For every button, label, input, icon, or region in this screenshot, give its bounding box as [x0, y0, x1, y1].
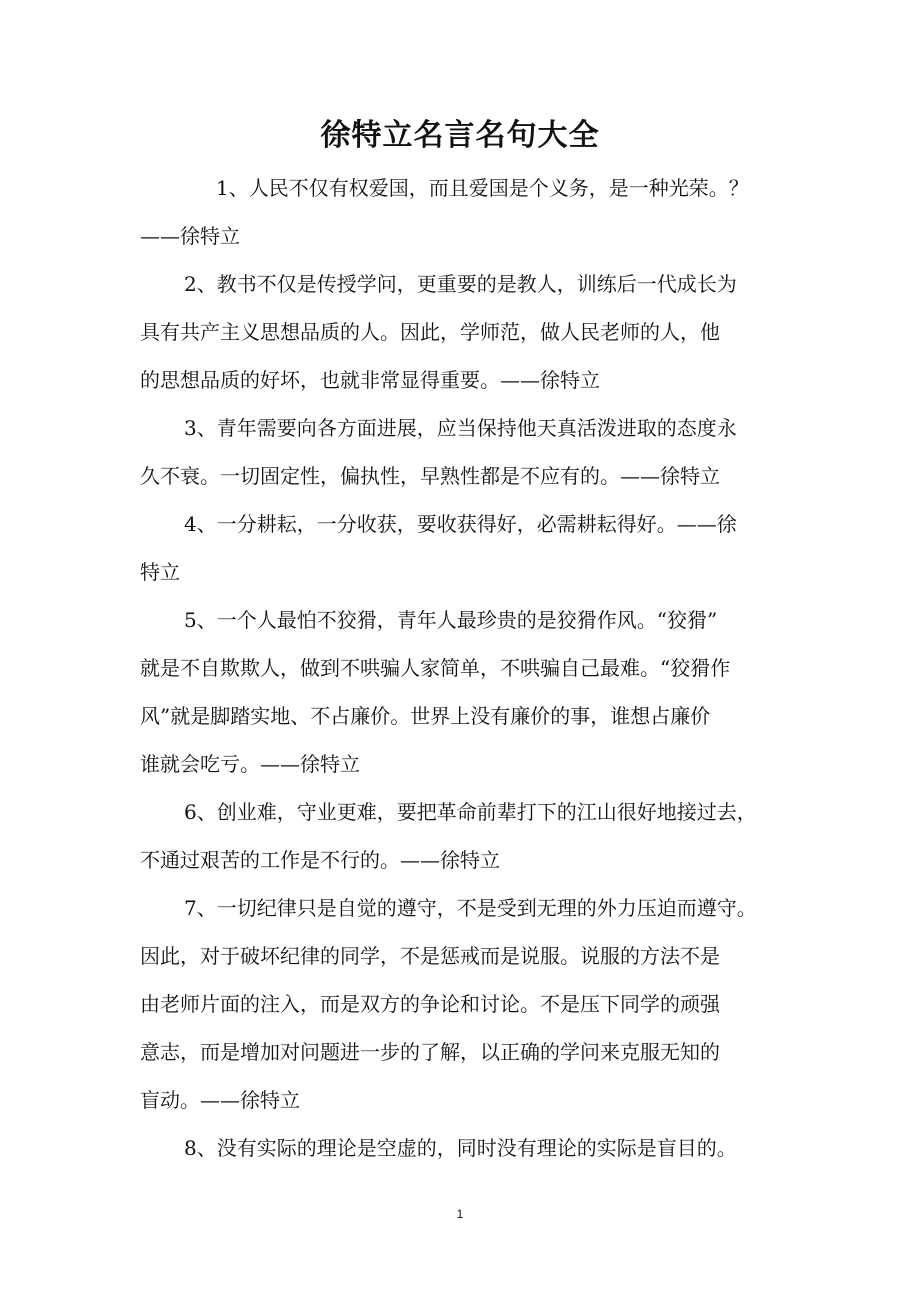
quote-5-line-3: 风”就是脚踏实地、不占廉价。世界上没有廉价的事，谁想占廉价	[140, 704, 711, 728]
quote-7-line-3: 由老师片面的注入，而是双方的争论和讨论。不是压下同学的顽强	[140, 992, 720, 1016]
page-number: 1	[456, 1207, 464, 1221]
quote-7-line-1: 7、一切纪律只是自觉的遵守，不是受到无理的外力压迫而遵守。	[184, 896, 757, 920]
quote-5-line-1: 5、一个人最怕不狡猾，青年人最珍贵的是狡猾作风。“狡猾”	[184, 608, 718, 632]
quote-4-line-2: 特立	[140, 560, 180, 584]
quote-3-line-1: 3、青年需要向各方面进展，应当保持他天真活泼进取的态度永	[184, 416, 737, 440]
quote-8-line-1: 8、没有实际的理论是空虚的，同时没有理论的实际是盲目的。	[184, 1136, 737, 1160]
quote-6-line-2: 不通过艰苦的工作是不行的。——徐特立	[140, 848, 500, 872]
quote-1-line-1: 1、人民不仅有权爱国，而且爱国是个义务，是一种光荣。？	[216, 176, 749, 200]
quote-7-line-5: 盲动。——徐特立	[140, 1088, 300, 1112]
quote-1-line-2: ——徐特立	[140, 224, 240, 248]
quote-6-line-1: 6、创业难，守业更难，要把革命前辈打下的江山很好地接过去，	[184, 800, 757, 824]
quote-4-line-1: 4、一分耕耘，一分收获，要收获得好，必需耕耘得好。——徐	[184, 512, 737, 536]
document-title: 徐特立名言名句大全	[320, 118, 600, 153]
quote-7-line-4: 意志，而是增加对问题进一步的了解，以正确的学问来克服无知的	[140, 1040, 720, 1064]
quote-5-line-2: 就是不自欺欺人，做到不哄骗人家简单，不哄骗自己最难。“狡猾作	[140, 656, 731, 680]
quote-5-line-4: 谁就会吃亏。——徐特立	[140, 752, 360, 776]
quote-2-line-3: 的思想品质的好坏，也就非常显得重要。——徐特立	[140, 368, 600, 392]
quote-2-line-2: 具有共产主义思想品质的人。因此，学师范，做人民老师的人，他	[140, 320, 720, 344]
quote-3-line-2: 久不衰。一切固定性，偏执性，早熟性都是不应有的。——徐特立	[140, 464, 720, 488]
quote-2-line-1: 2、教书不仅是传授学问，更重要的是教人，训练后一代成长为	[184, 272, 737, 296]
quote-7-line-2: 因此，对于破坏纪律的同学，不是惩戒而是说服。说服的方法不是	[140, 944, 720, 968]
